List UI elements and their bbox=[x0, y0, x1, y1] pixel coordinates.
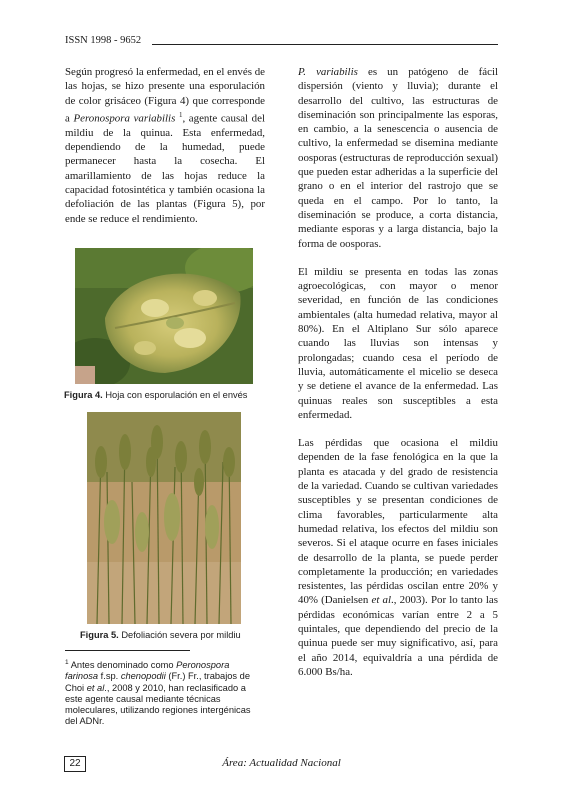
footnote-marker: 1 bbox=[65, 659, 69, 666]
figure-5-text: Defoliación severa por mildiu bbox=[118, 630, 241, 640]
italic-text: chenopodii bbox=[120, 671, 166, 682]
figure-5-label: Figura 5. bbox=[80, 630, 119, 640]
text-run: ., 2008 y 2010, han reclasificado a este agente causal mediante técnicas moleculares, utilizando regiones intergénicas del ADNr. bbox=[65, 682, 251, 727]
left-column bbox=[65, 65, 265, 240]
italic-text: et al bbox=[371, 594, 392, 607]
right-paragraph-1 bbox=[298, 65, 498, 251]
italic-text: P. variabilis bbox=[298, 66, 358, 78]
footnote-rule bbox=[65, 650, 190, 651]
page-number: 22 bbox=[64, 756, 86, 772]
figure-4-text: Hoja con esporulación en el envés bbox=[102, 390, 248, 400]
footnote-1 bbox=[65, 657, 265, 727]
text-run: , agente causal del mildiu de la quinua. Esta enfermedad, dependiendo de la humedad, puede permanecer hasta la cosecha. El amarillamiento de las hojas reduce la capacidad fotosintética y también ocasiona la defoliación de las plantas (Figura 5), por ende se reduce el rendimiento. bbox=[65, 112, 265, 225]
text-run: Según progresó la enfermedad, en el envés de las hojas, se hizo presente una esporulación de color grisáceo (Figura 4) que corresponde a bbox=[65, 66, 265, 125]
text-run: ., 2003). Por lo tanto las pérdidas económicas varían entre 2 a 5 quintales, que dependiendo del precio de la quinua puede ser muy significativo, así, para el año 2014, equivaldría a una pérdida de 6.000 Bs/ha. bbox=[298, 594, 498, 678]
figure-5-caption bbox=[80, 630, 241, 640]
section-footer: Área: Actualidad Nacional bbox=[222, 757, 341, 769]
left-paragraph-1 bbox=[65, 65, 265, 226]
text-run: es un patógeno de fácil dispersión (viento y lluvia); durante el desarrollo del cultivo, las estructuras de diseminación son principalmente las esporas, en cambio, a la senescencia o ausencia de cultivo, la enfermedad se disemina mediante oosporas (estructuras de reproducción sexual) que pueden estar adheridas a la superficie del grano o en el interior del rastrojo que se queda en el campo. Por lo tanto, la diseminación se produce, a corta distancia, mediante esporas y a larga distancia, bajo la forma de oosporas. bbox=[298, 66, 498, 250]
figure-4-label: Figura 4. bbox=[64, 390, 103, 400]
header-rule bbox=[152, 44, 498, 45]
figure-4-caption bbox=[64, 390, 247, 400]
footnote-marker: 1 bbox=[178, 110, 183, 119]
text-run: Las pérdidas que ocasiona el mildiu dependen de la fase fenológica en la que la planta es atacada y del grado de resistencia de la variedad. Cuando se cultivan variedades susceptibles y se presentan condiciones de clima favorables, particularmente alta humedad relativa, los efectos del mildiu son severos. Si el ataque ocurre en fases iniciales de desarrollo de la planta, se puede perder completamente la producción; en variedades resistentes, las pérdidas oscilan entre 20% y 40% (Danielsen bbox=[298, 437, 498, 607]
right-paragraph-2 bbox=[298, 265, 498, 422]
right-paragraph-3 bbox=[298, 436, 498, 679]
italic-text: Peronospora variabilis bbox=[73, 112, 176, 125]
text-run: f.sp. bbox=[98, 671, 121, 682]
figure-4-image bbox=[75, 248, 253, 384]
italic-text: Peronospora farinosa bbox=[65, 660, 230, 682]
text-run: El mildiu se presenta en todas las zonas agroecológicas, con mayor o menor severidad, en función de las condiciones ambientales (alta humedad relativa, mayor al 80%). En el Altiplano Sur sólo aparece cuando las lluvias son intensas y prolongadas; cuando cesa el período de lluvia, automáticamente el micelio se deseca y se detiene el avance de la enfermedad. Las quinuas reales son susceptibles a esta enfermedad. bbox=[298, 265, 498, 421]
text-run: Antes denominado como bbox=[68, 660, 177, 671]
text-run: (Fr.) Fr., trabajos de Choi bbox=[65, 671, 251, 693]
journal-issn: ISSN 1998 - 9652 bbox=[65, 35, 142, 46]
right-column bbox=[298, 65, 498, 693]
italic-text: et al bbox=[86, 682, 105, 693]
figure-5-image bbox=[87, 412, 241, 624]
